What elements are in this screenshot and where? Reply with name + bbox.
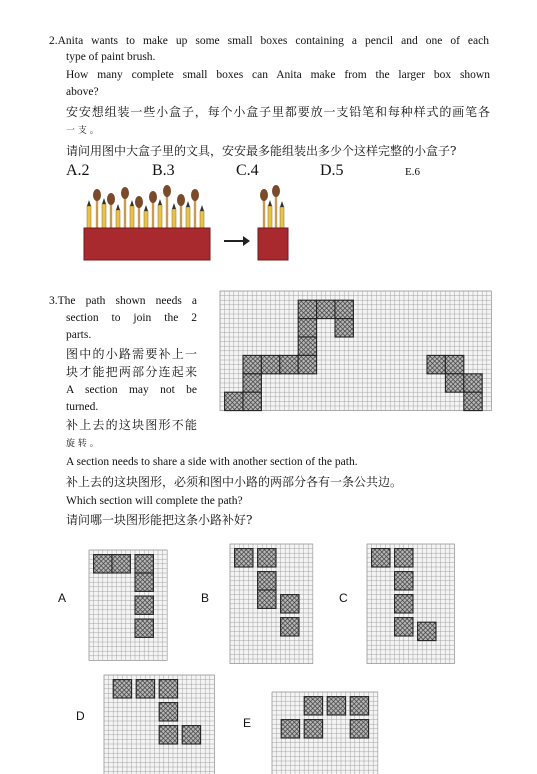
choice-b-label[interactable]: B	[201, 591, 210, 605]
path-block	[159, 680, 177, 698]
path-block	[243, 355, 261, 373]
q2-line1: 2.Anita wants to make up some small boxes containing a pencil and one of each	[49, 35, 489, 47]
path-block	[395, 595, 413, 613]
path-block	[418, 622, 436, 640]
path-block	[350, 697, 368, 715]
path-block	[113, 680, 131, 698]
q3-zh-rot-2: 旋 转 。	[66, 439, 99, 449]
path-block	[427, 355, 445, 373]
q2-zh1: 安安想组装一些小盒子，每个小盒子里都要放一支铅笔和每种样式的画笔各	[66, 105, 490, 119]
path-block	[280, 355, 298, 373]
path-block	[225, 392, 243, 410]
path-block	[298, 337, 316, 355]
path-block	[317, 300, 335, 318]
q3-share: A section needs to share a side with another section of the path.	[66, 456, 358, 468]
q3-zh-question: 请问哪一块图形能把这条小路补好?	[66, 513, 253, 527]
q3-zh-share: 补上去的这块图形，必须和图中小路的两部分各有一条公共边。	[66, 475, 403, 489]
path-block	[135, 555, 153, 573]
path-block	[281, 595, 299, 613]
q2-line3: How many complete small boxes can Anita make from the larger box shown	[66, 69, 490, 81]
path-block	[350, 720, 368, 738]
path-block	[159, 726, 177, 744]
q2-zh2: 一 支 。	[66, 126, 99, 136]
choice-e-label[interactable]: E	[243, 716, 252, 730]
path-block	[395, 549, 413, 567]
choice-c-grid	[367, 544, 454, 664]
path-block	[395, 618, 413, 636]
path-block	[445, 374, 463, 392]
choice-a-grid	[89, 550, 167, 660]
path-block	[298, 355, 316, 373]
path-block	[258, 549, 276, 567]
q2-option-c[interactable]: C.4	[236, 162, 259, 179]
q2-option-e[interactable]: E.6	[405, 166, 420, 178]
q3-zh-intro-2: 块才能把两部分连起来	[66, 365, 197, 379]
path-block	[464, 374, 482, 392]
path-block	[304, 697, 322, 715]
path-block	[182, 726, 200, 744]
q3-zh-rot-1: 补上去的这块图形不能	[66, 418, 197, 432]
q3-zh-intro-1: 图中的小路需要补上一	[66, 347, 197, 361]
q3-intro-3: parts.	[66, 329, 92, 341]
path-block	[135, 596, 153, 614]
q2-option-d[interactable]: D.5	[320, 162, 344, 179]
q2-line2: type of paint brush.	[66, 51, 156, 63]
path-block	[445, 355, 463, 373]
choice-d-grid	[104, 675, 214, 774]
path-block	[298, 319, 316, 337]
choice-c-label[interactable]: C	[339, 591, 348, 605]
path-block	[395, 572, 413, 590]
path-block	[136, 680, 154, 698]
path-block	[304, 720, 322, 738]
path-block	[112, 555, 130, 573]
path-block	[135, 573, 153, 591]
path-block	[298, 300, 316, 318]
q3-rot-2: turned.	[66, 401, 99, 413]
q2-option-a[interactable]: A.2	[66, 162, 90, 179]
path-block	[335, 300, 353, 318]
path-block	[243, 374, 261, 392]
q3-question: Which section will complete the path?	[66, 495, 243, 507]
path-block	[335, 319, 353, 337]
choice-e-grid	[272, 692, 378, 774]
path-block	[281, 720, 299, 738]
main-path-grid	[220, 291, 491, 411]
q3-rot-1: A section may not be	[66, 384, 197, 396]
q2-zh3: 请问用图中大盒子里的文具，安安最多能组装出多少个这样完整的小盒子?	[66, 144, 457, 158]
path-block	[235, 549, 253, 567]
path-block	[261, 355, 279, 373]
path-block	[94, 555, 112, 573]
choice-b-grid	[230, 544, 313, 664]
q2-line4: above?	[66, 86, 99, 98]
path-block	[258, 590, 276, 608]
path-block	[243, 392, 261, 410]
path-block	[281, 618, 299, 636]
q2-option-b[interactable]: B.3	[152, 162, 175, 179]
path-block	[327, 697, 345, 715]
path-block	[464, 392, 482, 410]
q3-intro-2: section to join the 2	[66, 312, 197, 324]
choice-a-label[interactable]: A	[58, 591, 67, 605]
path-block	[135, 619, 153, 637]
choice-d-label[interactable]: D	[76, 709, 85, 723]
path-block	[258, 572, 276, 590]
path-block	[372, 549, 390, 567]
q3-intro-1: 3.The path shown needs a	[49, 295, 197, 307]
path-block	[159, 703, 177, 721]
